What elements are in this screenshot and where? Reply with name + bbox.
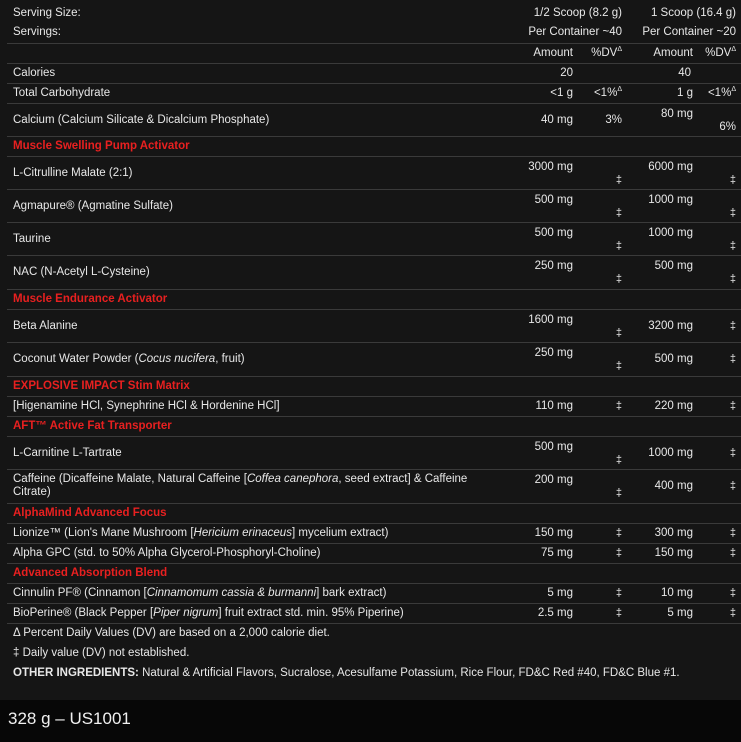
carbohydrate-row: [7, 84, 741, 104]
col2-amount: 6000 mg: [648, 161, 693, 173]
col2-dagger: ‡: [729, 273, 736, 285]
ingredient-name-continued: Citrate): [13, 486, 51, 498]
col2-dv-header: $\%DV^\Delta$: [705, 46, 736, 59]
col1-dagger: ‡: [615, 240, 622, 252]
section-header-alphamind: [7, 504, 741, 524]
ingredient-row: [7, 310, 741, 343]
section-title: Muscle Swelling Pump Activator: [13, 140, 190, 152]
ingredient-name: NAC (N-Acetyl L-Cysteine): [13, 266, 150, 278]
ingredient-name: BioPerine® (Black Pepper [Piper nigrum] fruit extract std. min. 95% Piperine): [13, 607, 404, 619]
col2-amount: 80 mg: [661, 108, 693, 120]
col2-amount: 400 mg: [654, 480, 693, 492]
col1-amount: <1 g: [550, 87, 573, 99]
ingredient-row: [7, 397, 741, 417]
serving-size-label: Serving Size:: [13, 7, 81, 19]
col1-amount: 500 mg: [534, 441, 573, 453]
dagger-footnote: ‡ Daily value (DV) not established.: [13, 647, 190, 659]
col2-amount: 3200 mg: [648, 320, 693, 332]
col1-amount-header: Amount: [533, 47, 573, 59]
ingredient-row: [7, 470, 741, 504]
ingredient-name: Caffeine (Dicaffeine Malate, Natural Caffeine [Coffea canephora, seed extract] & Caffeine: [13, 473, 468, 485]
col2-dagger: ‡: [729, 547, 736, 559]
col2-dagger: ‡: [729, 240, 736, 252]
col2-amount-header: Amount: [653, 47, 693, 59]
section-header-absorption: [7, 564, 741, 584]
section-title: AlphaMind Advanced Focus: [13, 507, 167, 519]
col2-amount: 1 g: [677, 87, 693, 99]
nutrient-name: Calories: [13, 67, 56, 79]
col1-amount: 250 mg: [534, 260, 573, 272]
ingredient-row: [7, 437, 741, 470]
col1-dagger: ‡: [615, 400, 622, 412]
ingredient-name: L-Carnitine L-Tartrate: [13, 447, 122, 459]
nutrient-name: Total Carbohydrate: [13, 87, 111, 99]
section-title: AFT™ Active Fat Transporter: [13, 420, 172, 432]
col2-dagger: ‡: [729, 174, 736, 186]
col1-amount: 3000 mg: [528, 161, 573, 173]
col1-dagger: ‡: [615, 327, 622, 339]
dagger-note-row: [7, 644, 741, 664]
other-ingredients-text: Natural & Artificial Flavors, Sucralose, Acesulfame Potassium, Rice Flour, FD&C Red #40, FD&C Blue #1.: [138, 667, 680, 679]
col1-dagger: ‡: [615, 360, 622, 372]
col2-serving-size: 1 Scoop (16.4 g): [650, 7, 736, 19]
ingredient-row: [7, 343, 741, 377]
ingredient-row: [7, 223, 741, 256]
col1-dagger: ‡: [615, 454, 622, 466]
section-header-aft: [7, 417, 741, 437]
col2-amount: 5 mg: [667, 607, 693, 619]
col2-dagger: ‡: [729, 400, 736, 412]
ingredient-name: Taurine: [13, 233, 51, 245]
col1-dagger: ‡: [615, 174, 622, 186]
col2-amount: 150 mg: [654, 547, 693, 559]
product-code: 328 g – US1001: [8, 709, 131, 728]
col1-amount: 150 mg: [534, 527, 573, 539]
col1-dagger: ‡: [615, 487, 622, 499]
col1-dagger: ‡: [615, 587, 622, 599]
ingredient-row: [7, 584, 741, 604]
col1-amount: 250 mg: [534, 347, 573, 359]
calories-row: [7, 64, 741, 84]
ingredient-row: [7, 157, 741, 190]
col2-dv: <1%$^\Delta$: [707, 86, 736, 99]
dv-footnote: Δ Percent Daily Values (DV) are based on a 2,000 calorie diet.: [13, 627, 330, 639]
ingredient-name: Agmapure® (Agmatine Sulfate): [13, 200, 173, 212]
col1-amount: 500 mg: [534, 194, 573, 206]
ingredient-name: Alpha GPC (std. to 50% Alpha Glycerol-Phosphoryl-Choline): [13, 547, 321, 559]
other-ingredients: [13, 667, 680, 679]
col1-dagger: ‡: [615, 207, 622, 219]
ingredient-name: Beta Alanine: [13, 320, 78, 332]
column-header-row: [7, 44, 741, 64]
col2-amount: 40: [678, 67, 691, 79]
col1-servings: Per Container ~40: [528, 26, 622, 38]
col2-dagger: ‡: [729, 353, 736, 365]
col1-amount: 110 mg: [535, 400, 573, 412]
ingredient-name: Lionize™ (Lion's Mane Mushroom [Hericium erinaceus] mycelium extract): [13, 527, 389, 539]
col2-servings: Per Container ~20: [642, 26, 736, 38]
col2-amount: 500 mg: [654, 353, 693, 365]
ingredient-row: [7, 256, 741, 290]
col1-serving-size: 1/2 Scoop (8.2 g): [533, 7, 622, 19]
ingredient-name: Coconut Water Powder (Cocus nucifera, fruit): [13, 353, 245, 365]
col1-amount: 5 mg: [547, 587, 573, 599]
col2-amount: 10 mg: [661, 587, 693, 599]
other-ingredients-label: OTHER INGREDIENTS:: [13, 667, 139, 679]
dv-note-row: [7, 624, 741, 644]
nutrient-name: Calcium (Calcium Silicate & Dicalcium Phosphate): [13, 114, 270, 126]
col2-amount: 1000 mg: [648, 227, 693, 239]
col2-dagger: ‡: [729, 447, 736, 459]
section-title: EXPLOSIVE IMPACT Stim Matrix: [13, 380, 190, 392]
col2-amount: 220 mg: [654, 400, 693, 412]
col2-dagger: ‡: [729, 527, 736, 539]
ingredient-row: [7, 524, 741, 544]
col1-amount: 75 mg: [541, 547, 573, 559]
col2-amount: 1000 mg: [648, 447, 693, 459]
col2-dagger: ‡: [729, 607, 736, 619]
col1-amount: 500 mg: [534, 227, 573, 239]
serving-size-row: [7, 4, 741, 24]
col2-amount: 300 mg: [654, 527, 693, 539]
ingredient-name: Cinnulin PF® (Cinnamon [Cinnamomum cassia & burmanni] bark extract): [13, 587, 387, 599]
ingredient-row: [7, 544, 741, 564]
col1-dv: <1%$^\Delta$: [593, 86, 622, 99]
calcium-row: [7, 104, 741, 137]
col2-amount: 500 mg: [654, 260, 693, 272]
col1-amount: 2.5 mg: [537, 607, 573, 619]
col2-dagger: ‡: [729, 480, 736, 492]
servings-label: Servings:: [13, 26, 61, 38]
col1-dagger: ‡: [615, 607, 622, 619]
ingredient-name: L-Citrulline Malate (2:1): [13, 167, 133, 179]
col1-dagger: ‡: [615, 527, 622, 539]
section-title: Muscle Endurance Activator: [13, 293, 168, 305]
col1-dv-header: $\%DV^\Delta$: [591, 46, 622, 59]
section-header-endurance: [7, 290, 741, 310]
col1-dagger: ‡: [615, 547, 622, 559]
col1-amount: 1600 mg: [528, 314, 573, 326]
col1-amount: 20: [560, 67, 573, 79]
col2-dagger: ‡: [729, 320, 736, 332]
col1-dagger: ‡: [615, 273, 622, 285]
ingredient-row: [7, 190, 741, 223]
other-ingredients-row: [7, 664, 741, 686]
col1-amount: 200 mg: [534, 474, 573, 486]
ingredient-name: [Higenamine HCl, Synephrine HCl & Hordenine HCl]: [13, 400, 280, 412]
servings-row: [7, 24, 741, 44]
section-header-pump: [7, 137, 741, 157]
section-title: Advanced Absorption Blend: [13, 567, 168, 579]
ingredient-row: [7, 604, 741, 624]
col2-dagger: ‡: [729, 587, 736, 599]
col1-amount: 40 mg: [541, 114, 573, 126]
col2-dv: 6%: [719, 121, 736, 133]
col2-dagger: ‡: [729, 207, 736, 219]
section-header-stim: [7, 377, 741, 397]
col1-dv: 3%: [605, 114, 622, 126]
col2-amount: 1000 mg: [648, 194, 693, 206]
